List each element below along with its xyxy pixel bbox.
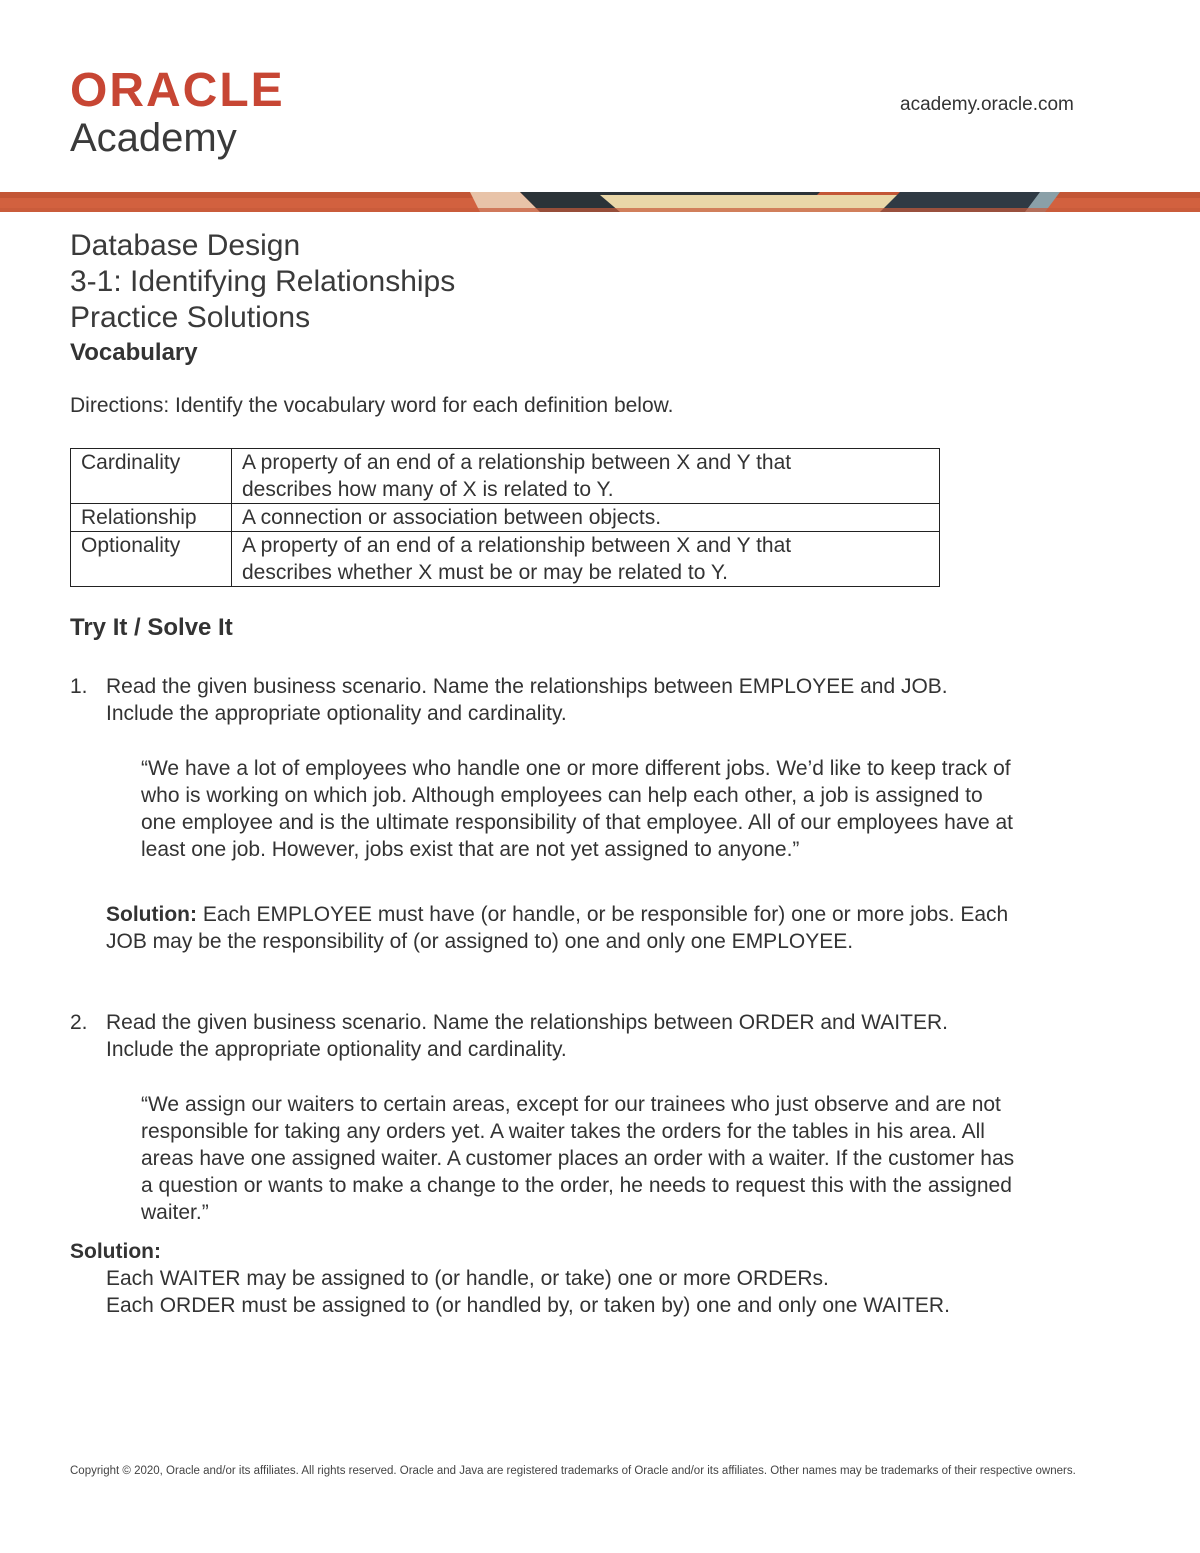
subtitle: Practice Solutions	[70, 301, 311, 334]
table-row	[71, 449, 940, 504]
solution-line: JOB may be the responsibility of (or assigned to) one and only one EMPLOYEE.	[106, 930, 854, 953]
question-number: 2.	[70, 1011, 88, 1034]
table-row	[71, 532, 940, 587]
question-2	[70, 1009, 1106, 1063]
title-block	[70, 228, 455, 368]
question-line: Include the appropriate optionality and cardinality.	[106, 702, 567, 725]
table-row	[71, 504, 940, 532]
scenario-quote-2	[141, 1091, 1131, 1226]
definition-line: A property of an end of a relationship between X and Y that	[242, 451, 792, 474]
definition-line: A property of an end of a relationship between X and Y that	[242, 534, 792, 557]
solution-label: Solution:	[70, 1240, 161, 1263]
question-line: Read the given business scenario. Name the relationships between EMPLOYEE and JOB.	[106, 675, 948, 698]
definition-line: A connection or association between objects.	[242, 506, 662, 529]
term-cell: Cardinality	[71, 449, 232, 504]
definition-cell	[232, 449, 940, 504]
quote-line: one employee and is the ultimate responsibility of that employee. All of our employees have at	[141, 811, 1014, 834]
definition-cell	[232, 532, 940, 587]
quote-line: responsible for taking any orders yet. A waiter takes the orders for the tables in his area. All	[141, 1120, 985, 1143]
quote-line: waiter.”	[141, 1201, 209, 1224]
definition-cell	[232, 504, 940, 532]
scenario-quote-1	[141, 755, 1131, 863]
solution-line: Each ORDER must be assigned to (or handled by, or taken by) one and only one WAITER.	[106, 1294, 950, 1317]
term-cell: Optionality	[71, 532, 232, 587]
solution-line: Each EMPLOYEE must have (or handle, or be responsible for) one or more jobs. Each	[196, 903, 1009, 926]
term-cell: Relationship	[71, 504, 232, 532]
oracle-logo-text: ORACLE	[70, 66, 285, 114]
lesson-title: 3-1: Identifying Relationships	[70, 265, 456, 298]
vocabulary-heading: Vocabulary	[70, 339, 198, 366]
solution-1	[106, 901, 1146, 955]
question-1	[70, 673, 1106, 727]
quote-line: “We have a lot of employees who handle one or more different jobs. We’d like to keep track of	[141, 757, 1011, 780]
vocabulary-table	[70, 448, 940, 587]
decorative-banner	[0, 192, 1200, 212]
site-url[interactable]: academy.oracle.com	[900, 94, 1074, 115]
definition-line: describes how many of X is related to Y.	[242, 478, 614, 501]
course-title: Database Design	[70, 229, 301, 262]
academy-wordmark: Academy	[70, 116, 237, 160]
quote-line: who is working on which job. Although employees can help each other, a job is assigned to	[141, 784, 983, 807]
quote-line: least one job. However, jobs exist that are not yet assigned to anyone.”	[141, 838, 800, 861]
solution-2	[70, 1238, 1150, 1319]
try-it-heading: Try It / Solve It	[70, 614, 233, 641]
definition-line: describes whether X must be or may be related to Y.	[242, 561, 728, 584]
question-number: 1.	[70, 675, 88, 698]
question-line: Include the appropriate optionality and cardinality.	[106, 1038, 567, 1061]
oracle-logo	[70, 66, 348, 114]
quote-line: a question or wants to make a change to the order, he needs to request this with the assigned	[141, 1174, 1012, 1197]
question-line: Read the given business scenario. Name the relationships between ORDER and WAITER.	[106, 1011, 948, 1034]
quote-line: “We assign our waiters to certain areas, except for our trainees who just observe and are not	[141, 1093, 1001, 1116]
solution-line: Each WAITER may be assigned to (or handle, or take) one or more ORDERs.	[106, 1267, 829, 1290]
solution-label: Solution:	[106, 903, 197, 926]
directions-text: Directions: Identify the vocabulary word for each definition below.	[70, 394, 674, 417]
copyright-notice: Copyright © 2020, Oracle and/or its affiliates. All rights reserved. Oracle and Java are registered trademarks of Oracle and/or its affiliates. Other names may be trademarks of their respective owners.	[70, 1465, 1076, 1477]
quote-line: areas have one assigned waiter. A customer places an order with a waiter. If the customer has	[141, 1147, 1015, 1170]
